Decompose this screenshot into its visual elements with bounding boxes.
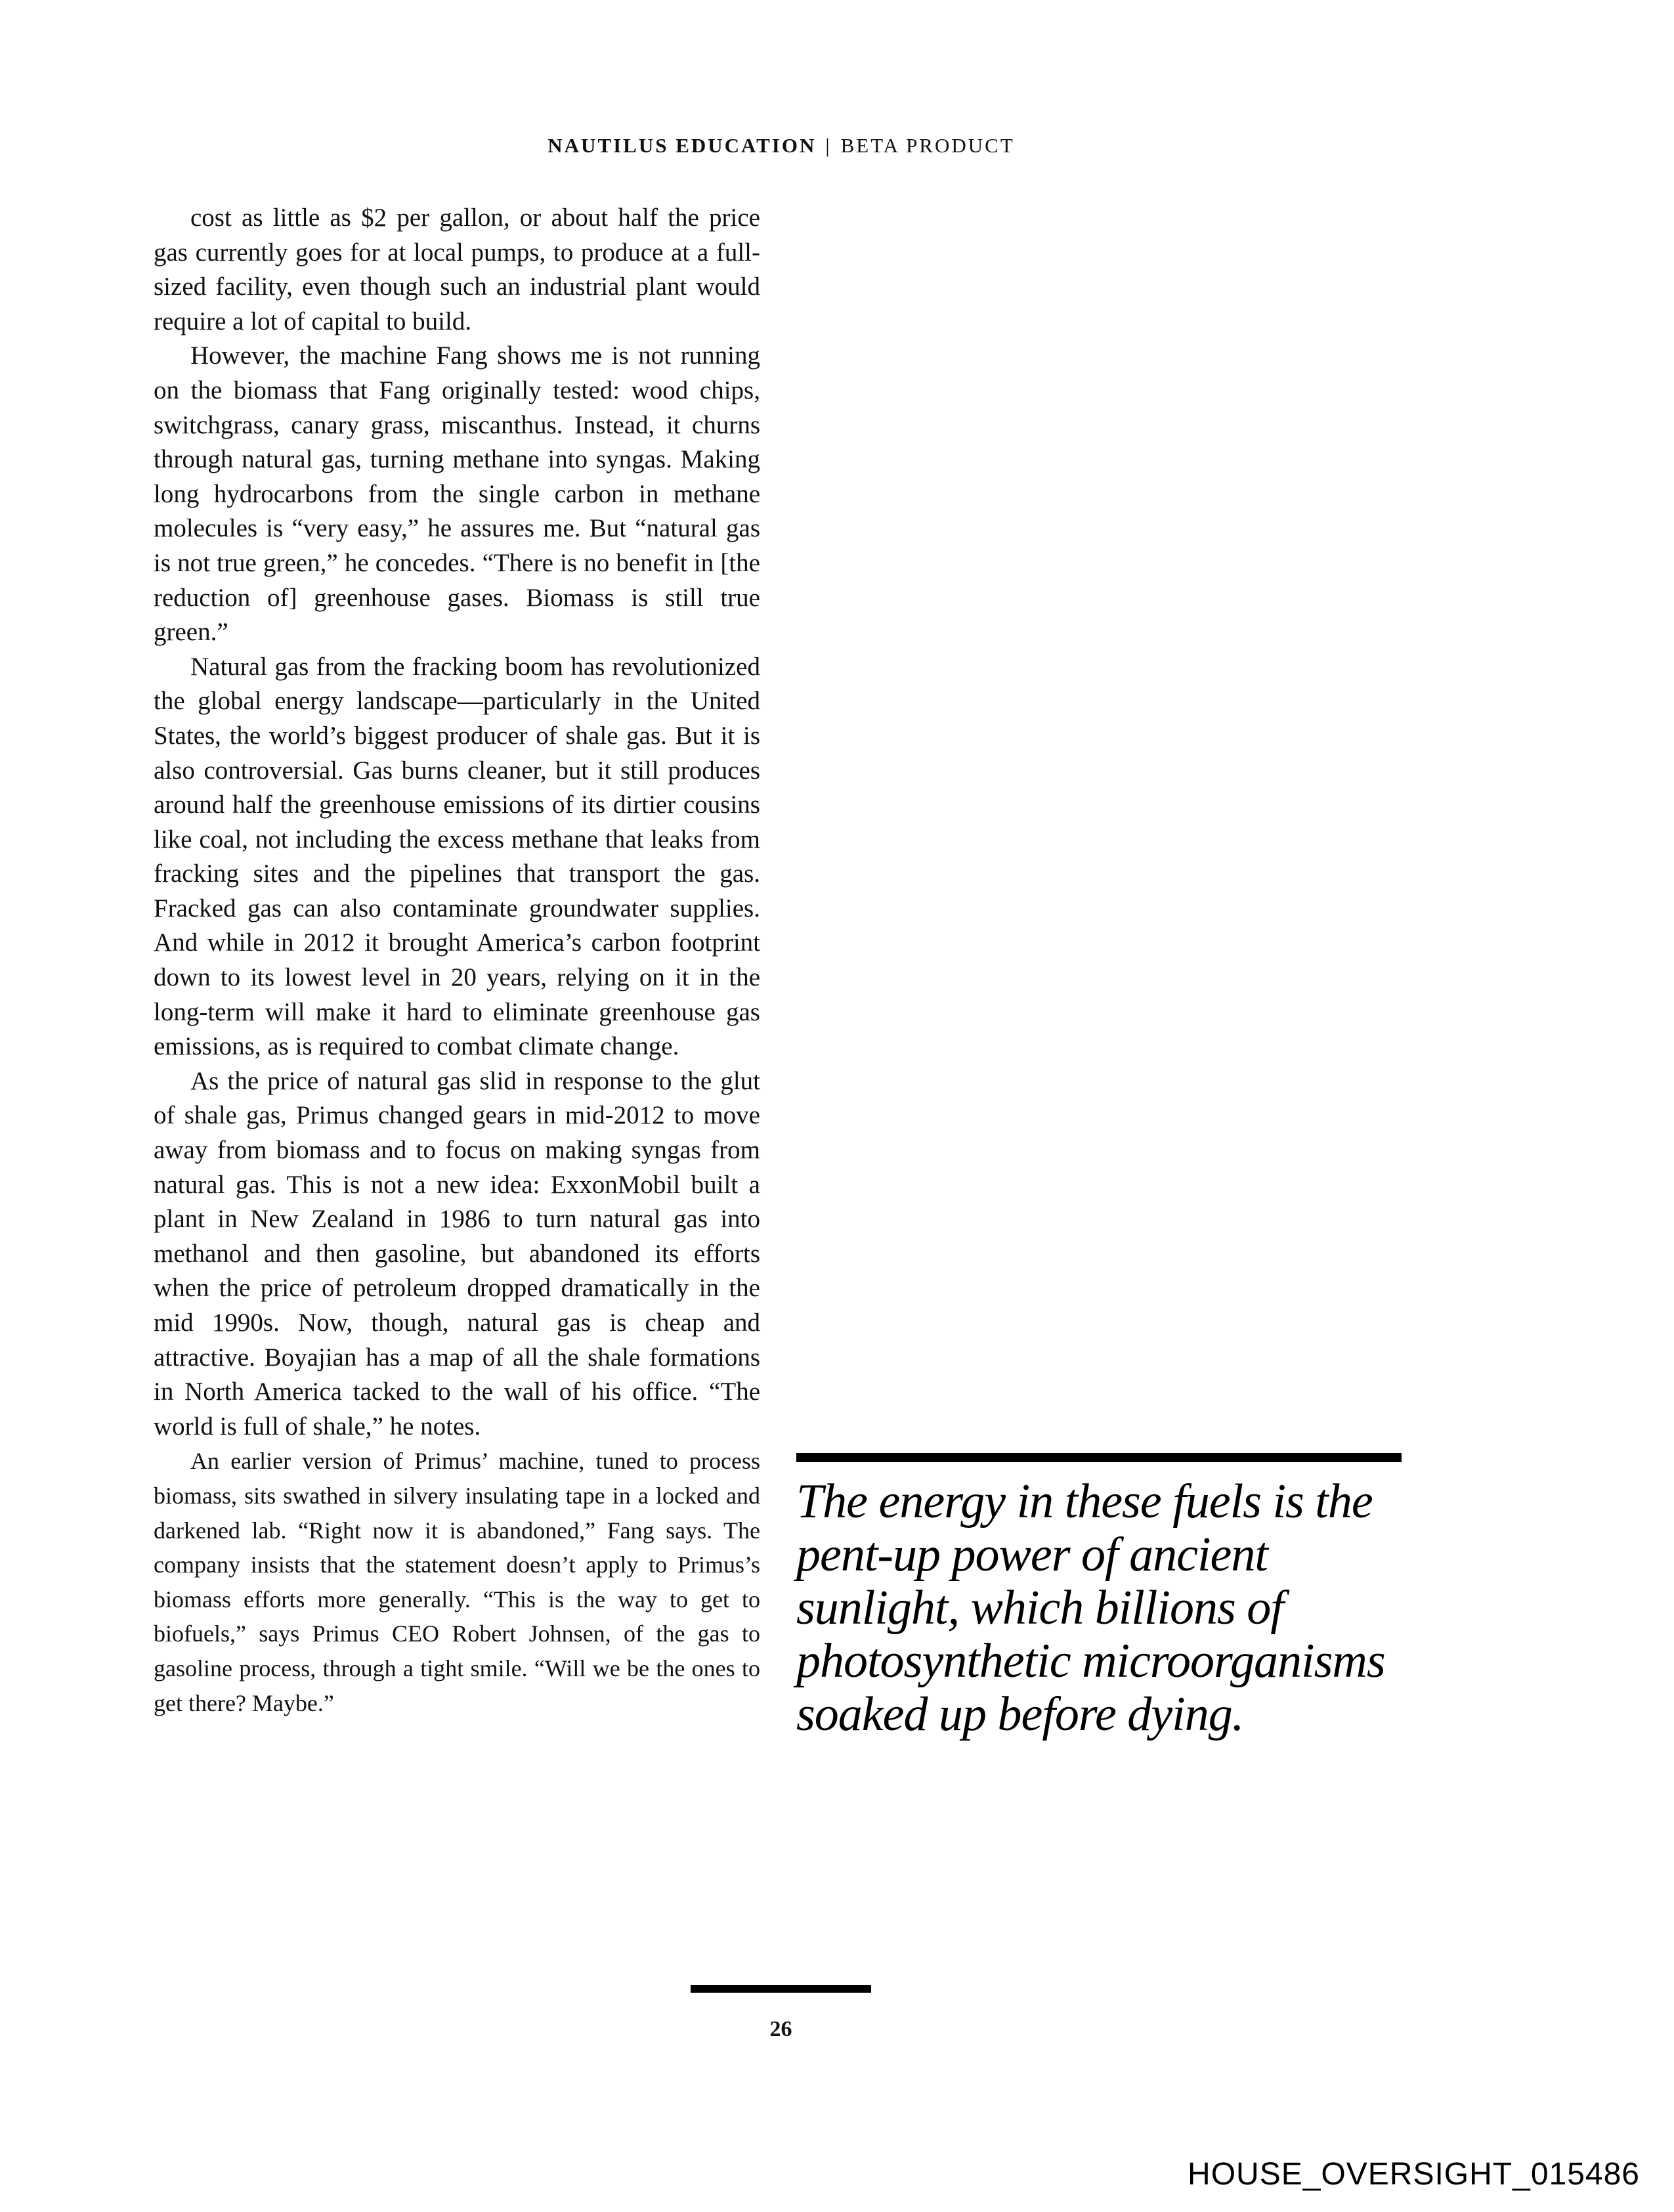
pull-quote-rule (796, 1453, 1402, 1462)
paragraph: As the price of natural gas slid in response to the glut of shale gas, Primus changed gears in mid-2012 to move away from biomass and to focus on making syngas from natural gas. This is not a new idea: ExxonMobil built a plant in New Zealand in 1986 to turn natural gas into methanol and then gasoline, but abandoned its efforts when the price of petroleum dropped dramatically in the mid 1990s. Now, though, natural gas is cheap and attractive. Boyajian has a map of all the shale formations in North America tacked to the wall of his office. “The world is full of shale,” he notes. (154, 1066, 760, 1441)
paragraph: An earlier version of Primus’ machine, tuned to process biomass, sits swathed in silvery insulating tape in a locked and darkened lab. “Right now it is abandoned,” Fang says. The company insists that the statement doesn’t apply to Primus’s biomass efforts more generally. “This is the way to get to biofuels,” says Primus CEO Robert Johnsen, of the gas to gasoline process, through a tight smile. “Will we be the ones to get there? Maybe.” (154, 1448, 760, 1716)
paragraph: Natural gas from the fracking boom has revolutionized the global energy landscape—particularly in the United States, the world’s biggest producer of shale gas. But it is also controversial. Gas burns cleaner, but it still produces around half the greenhouse emissions of its dirtier cousins like coal, not including the excess methane that leaks from fracking sites and the pipelines that transport the gas. Fracked gas can also contaminate groundwater supplies. And while in 2012 it brought America’s carbon footprint down to its lowest level in 20 years, relying on it in the long-term will make it hard to eliminate greenhouse gas emissions, as is required to combat climate change. (154, 652, 760, 1061)
paragraph: However, the machine Fang shows me is not running on the biomass that Fang originally tested: wood chips, switchgrass, canary grass, miscanthus. Instead, it churns through natural gas, turning methane into syngas. Making long hydrocarbons from the single carbon in methane molecules is “very easy,” he assures me. But “natural gas is not true green,” he concedes. “There is no benefit in [the reduction of] greenhouse gases. Biomass is still true green.” (154, 341, 760, 647)
publication-name: NAUTILUS EDUCATION (547, 134, 817, 157)
page-number: 26 (769, 2017, 792, 2041)
product-label: BETA PRODUCT (840, 134, 1015, 157)
article-body (154, 201, 760, 1720)
pull-quote: The energy in these fuels is the pent-up power of ancient sunlight, which billions of photosynthetic microorganisms soaked up before dying. (796, 1475, 1385, 1741)
header-separator: | (825, 134, 832, 157)
bates-number: HOUSE_OVERSIGHT_015486 (1188, 2157, 1640, 2192)
paragraph: cost as little as $2 per gallon, or about half the price gas currently goes for at local pumps, to produce at a full-sized facility, even though such an industrial plant would require a lot of capital to build. (154, 204, 760, 336)
footer-rule (691, 1985, 871, 1993)
running-header (0, 134, 1562, 158)
